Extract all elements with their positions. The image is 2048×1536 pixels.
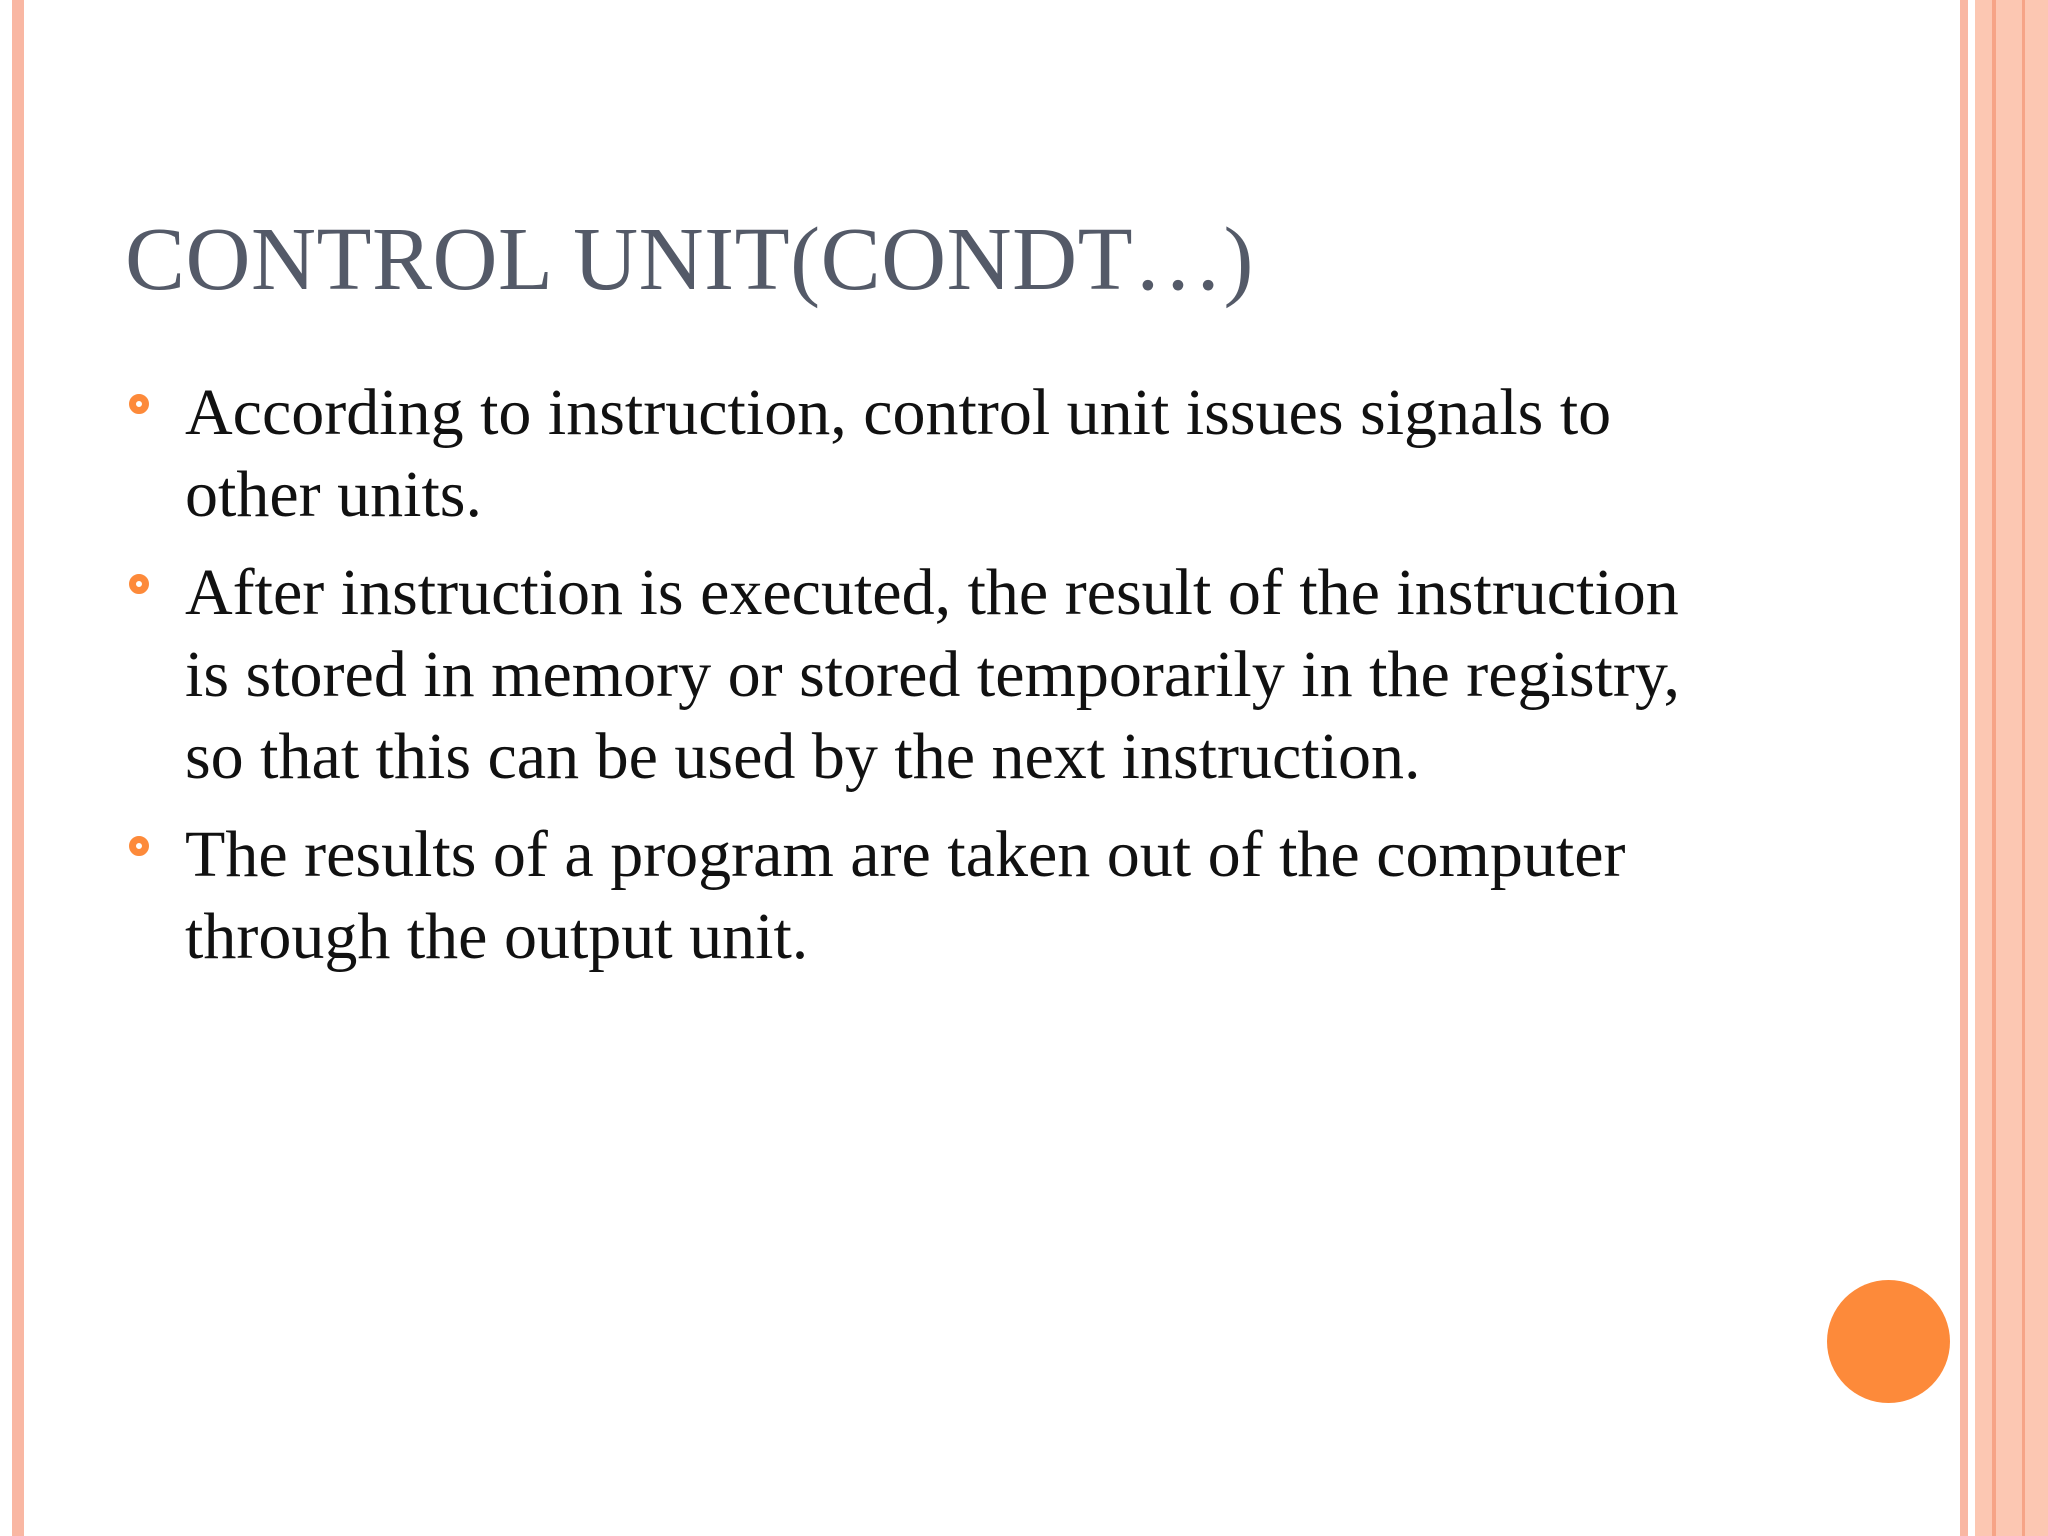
decorative-circle-icon: [1827, 1280, 1950, 1403]
bullet-item: [125, 372, 1685, 536]
ring-bullet-icon: [129, 836, 149, 856]
right-border-line: [1992, 0, 1996, 1536]
bullet-text: According to instruction, control unit issues signals to other units.: [185, 376, 1612, 531]
ring-bullet-icon: [129, 574, 149, 594]
right-border-band: [1975, 0, 2048, 1536]
bullet-item: [125, 552, 1685, 798]
bullet-text: The results of a program are taken out of the computer through the output unit.: [185, 818, 1626, 973]
right-border-stripe: [1960, 0, 1968, 1536]
bullet-text: After instruction is executed, the result of the instruction is stored in memory or stored temporarily in the registry, so that this can be used by the next instruction.: [185, 556, 1681, 793]
ring-bullet-icon: [129, 394, 149, 414]
bullet-item: [125, 814, 1685, 978]
bullet-list: [125, 372, 1685, 994]
right-border-line: [2022, 0, 2025, 1536]
slide-title: CONTROL UNIT(CONDT…): [125, 210, 1255, 309]
left-border-stripe: [12, 0, 24, 1536]
